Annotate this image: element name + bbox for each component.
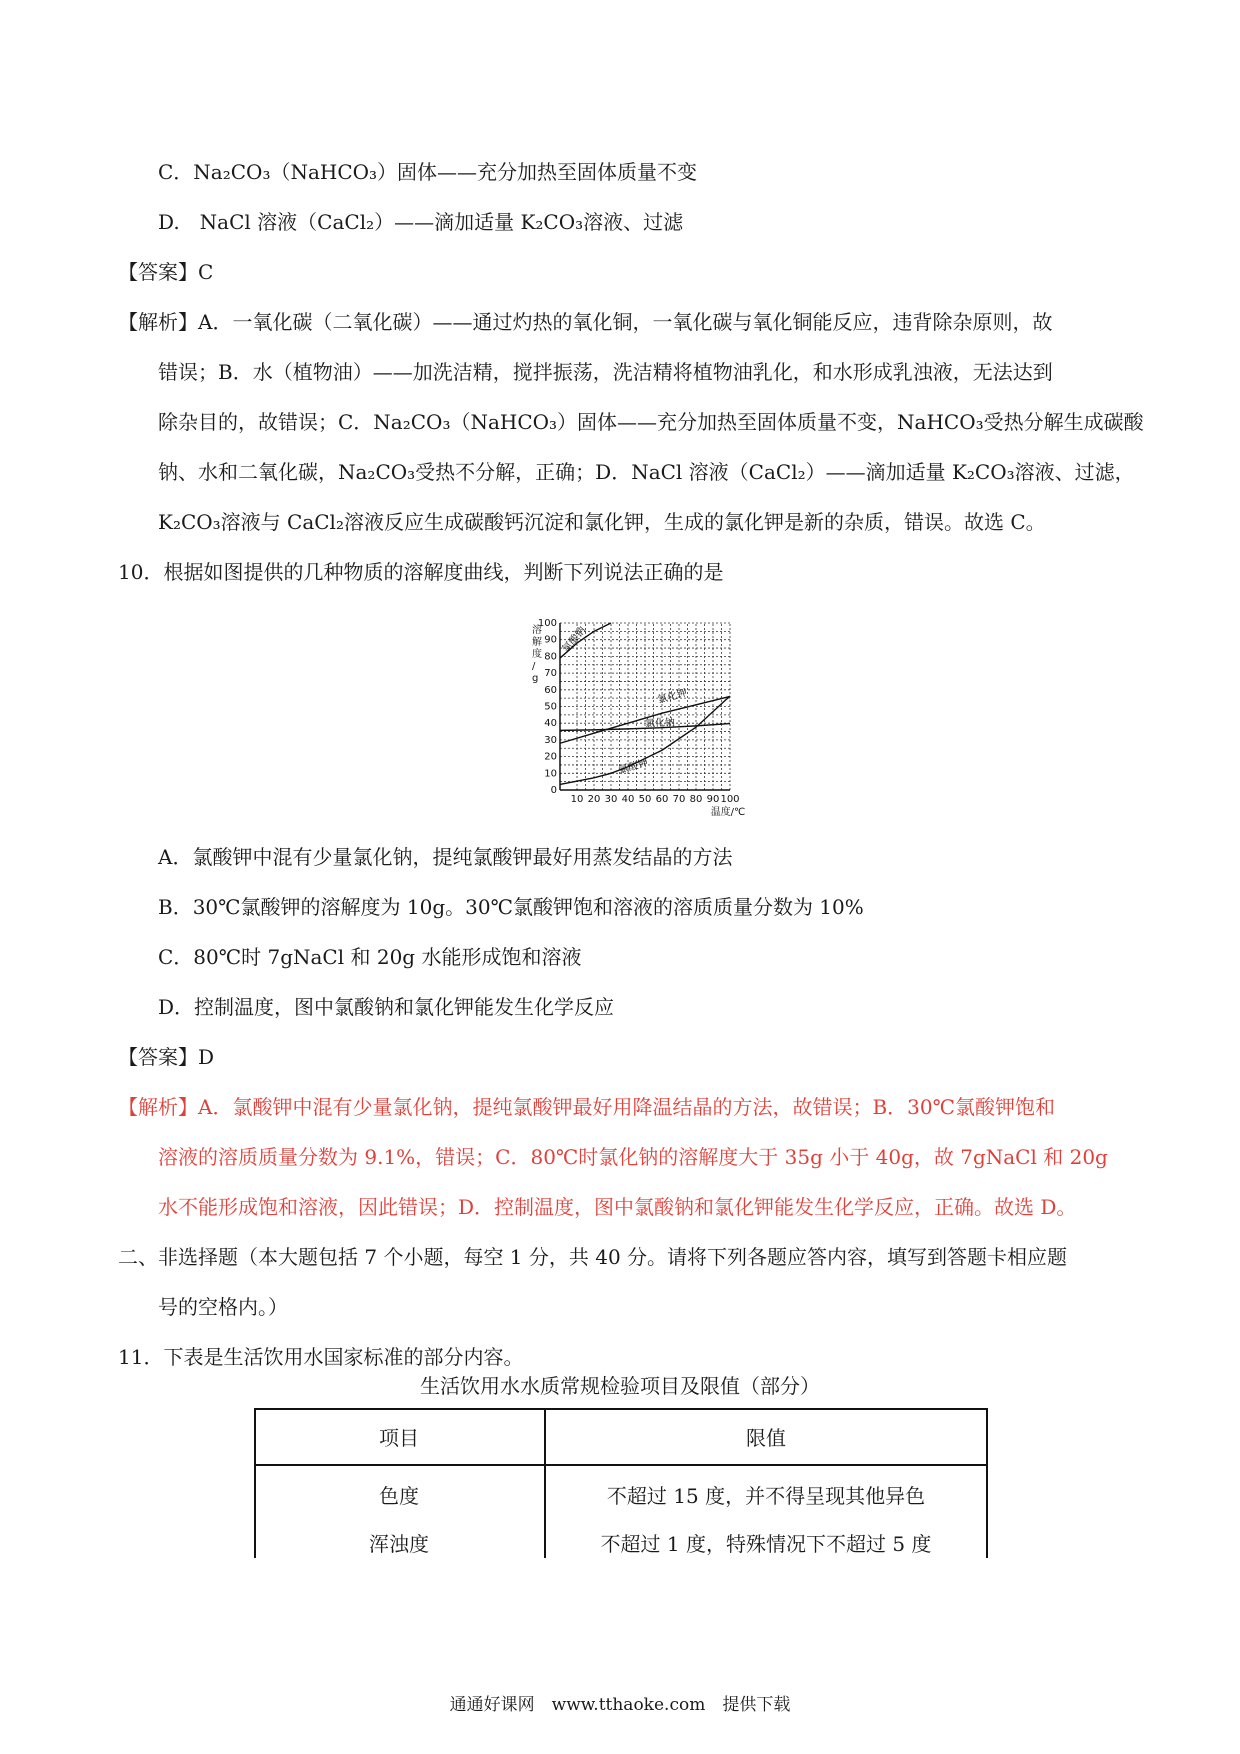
- x-tick-label: 50: [638, 794, 652, 805]
- y-axis-label: [532, 623, 542, 684]
- y-tick-label: 40: [544, 718, 557, 730]
- analysis-9-line-4: 钠、水和二氧化碳，Na₂CO₃受热不分解，正确；D．NaCl 溶液（CaCl₂）——滴加适量 K₂CO₃溶液、过滤，: [158, 460, 1135, 484]
- x-tick-label: 90: [706, 794, 720, 805]
- analysis-10-line-1: 【解析】A．氯酸钾中混有少量氯化钠，提纯氯酸钾最好用降温结晶的方法，故错误；B．30℃氯酸钾饱和: [118, 1095, 1055, 1119]
- y-axis-label-char: 解: [532, 637, 542, 648]
- table-cell-item: 浑浊度: [369, 1532, 429, 1556]
- analysis-9-line-1: 【解析】A．一氧化碳（二氧化碳）——通过灼热的氧化铜，一氧化碳与氧化铜能反应，违背除杂原则，故: [118, 310, 1053, 334]
- y-tick-label: 90: [544, 634, 557, 646]
- y-axis-label-char: 溶: [532, 625, 542, 636]
- x-tick-label: 80: [689, 794, 703, 805]
- answer-10: 【答案】D: [118, 1045, 215, 1069]
- y-axis-label-char: /: [532, 661, 536, 672]
- y-tick-label: 30: [544, 734, 557, 746]
- option-10-b: B．30℃氯酸钾的溶解度为 10g。30℃氯酸钾饱和溶液的溶质质量分数为 10%: [158, 895, 864, 919]
- y-tick-label: 50: [544, 701, 557, 713]
- x-tick-label: 10: [570, 794, 584, 805]
- table-header-item: 项目: [379, 1426, 419, 1450]
- section-two-heading-cont: 号的空格内。）: [158, 1295, 288, 1319]
- x-tick-label: 60: [655, 794, 669, 805]
- question-11: 11．下表是生活饮用水国家标准的部分内容。: [118, 1345, 524, 1369]
- y-tick-label: 100: [537, 618, 557, 629]
- page-footer: 通通好课网 www.tthaoke.com 提供下载: [449, 1695, 791, 1715]
- y-tick-label: 0: [550, 785, 557, 796]
- question-10: 10．根据如图提供的几种物质的溶解度曲线，判断下列说法正确的是: [118, 560, 724, 584]
- analysis-9-line-3: 除杂目的，故错误；C．Na₂CO₃（NaHCO₃）固体——充分加热至固体质量不变，NaHCO₃受热分解生成碳酸: [158, 410, 1144, 434]
- x-tick-label: 100: [720, 794, 740, 805]
- option-c-line: C．Na₂CO₃（NaHCO₃）固体——充分加热至固体质量不变: [158, 160, 698, 184]
- x-tick-label: 40: [621, 794, 635, 805]
- series-label: 氯化钠: [644, 717, 676, 730]
- y-axis-label-char: 度: [532, 649, 542, 660]
- x-tick-label: 20: [587, 794, 601, 805]
- analysis-10-line-3: 水不能形成饱和溶液，因此错误；D．控制温度，图中氯酸钠和氯化钾能发生化学反应，正确。故选 D。: [158, 1195, 1077, 1219]
- section-two-heading: 二、非选择题（本大题包括 7 个小题，每空 1 分，共 40 分。请将下列各题应答内容，填写到答题卡相应题: [118, 1245, 1068, 1269]
- series-label: 氯化钾: [656, 687, 689, 707]
- option-10-a: A．氯酸钾中混有少量氯化钠，提纯氯酸钾最好用蒸发结晶的方法: [158, 845, 733, 869]
- table-top-border: [254, 1408, 988, 1410]
- series-label: 氯酸钾: [617, 757, 650, 777]
- analysis-10-line-2: 溶液的溶质质量分数为 9.1%，错误；C．80℃时氯化钠的溶解度大于 35g 小于 40g，故 7gNaCl 和 20g: [158, 1145, 1108, 1169]
- y-tick-label: 10: [544, 768, 557, 780]
- y-tick-label: 20: [544, 751, 557, 763]
- y-tick-label: 70: [544, 668, 557, 680]
- x-axis-label: 温度/℃: [710, 807, 746, 818]
- series-label: 氯酸钠: [560, 624, 589, 655]
- table-cell-limit: 不超过 1 度，特殊情况下不超过 5 度: [600, 1532, 932, 1556]
- option-10-d: D．控制温度，图中氯酸钠和氯化钾能发生化学反应: [158, 995, 615, 1019]
- y-tick-label: 60: [544, 684, 557, 696]
- x-tick-label: 30: [604, 794, 618, 805]
- x-tick-label: 70: [672, 794, 686, 805]
- option-10-c: C．80℃时 7gNaCl 和 20g 水能形成饱和溶液: [158, 945, 582, 969]
- table-header-limit: 限值: [746, 1426, 786, 1450]
- water-standard-table: [254, 1408, 988, 1558]
- analysis-9-line-2: 错误；B．水（植物油）——加洗洁精，搅拌振荡，洗洁精将植物油乳化，和水形成乳浊液，无法达到: [158, 360, 1053, 384]
- table-title: 生活饮用水水质常规检验项目及限值（部分）: [420, 1374, 820, 1398]
- y-tick-label: 80: [544, 651, 557, 663]
- table-cell-item: 色度: [379, 1484, 419, 1508]
- analysis-9-line-5: K₂CO₃溶液与 CaCl₂溶液反应生成碳酸钙沉淀和氯化钾，生成的氯化钾是新的杂质，错误。故选 C。: [158, 510, 1046, 534]
- option-d-line: D. NaCl 溶液（CaCl₂）——滴加适量 K₂CO₃溶液、过滤: [158, 210, 684, 234]
- solubility-chart: [520, 605, 770, 820]
- table-cell-limit: 不超过 15 度，并不得呈现其他异色: [606, 1484, 926, 1508]
- answer-9: 【答案】C: [118, 260, 214, 284]
- table-header-border: [254, 1464, 988, 1466]
- y-axis-label-char: g: [532, 673, 539, 684]
